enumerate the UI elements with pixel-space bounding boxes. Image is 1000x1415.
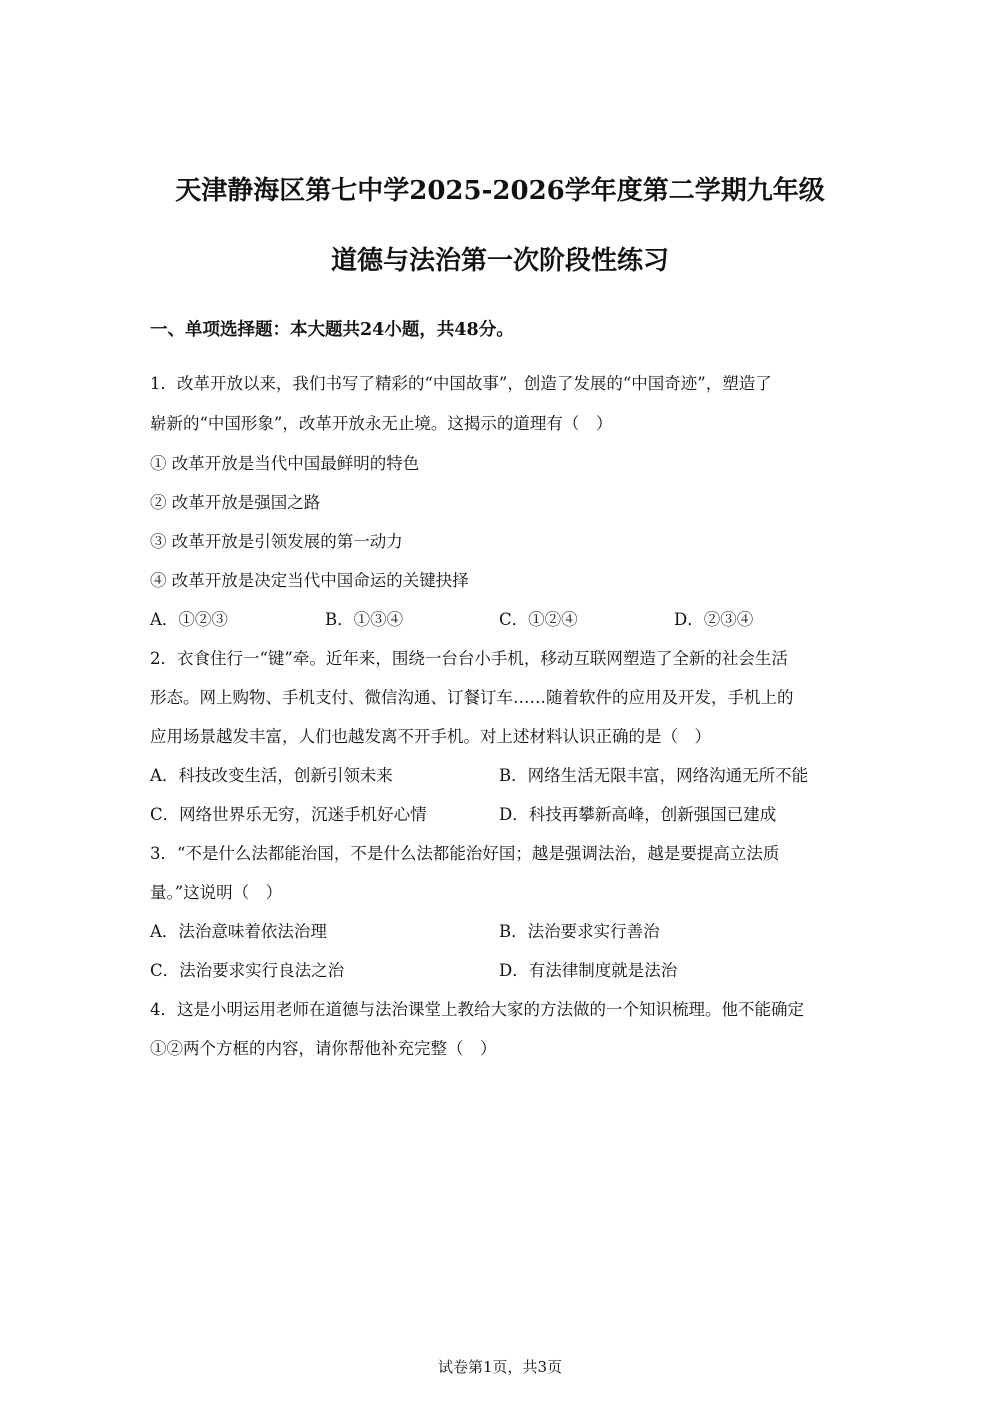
q1-option-b[interactable]: B．①③④	[325, 610, 404, 629]
q3-option-c[interactable]: C．法治要求实行良法之治	[150, 961, 345, 980]
q1-item-4: ④ 改革开放是决定当代中国命运的关键抉择	[150, 571, 469, 590]
q3-option-a[interactable]: A．法治意味着依法治理	[150, 922, 327, 941]
exam-title-line2: 道德与法治第一次阶段性练习	[330, 246, 669, 276]
q1-option-a[interactable]: A．①②③	[150, 610, 228, 629]
q1-option-c[interactable]: C．①②④	[499, 610, 578, 629]
q3-stem-line2: 量。”这说明（ ）	[150, 883, 283, 902]
section-heading: 一、单项选择题：本大题共24小题，共48分。	[150, 320, 514, 340]
q2-option-d[interactable]: D．科技再攀新高峰，创新强国已建成	[499, 805, 777, 824]
q4-stem-line2: ①②两个方框的内容，请你帮他补充完整（ ）	[150, 1039, 497, 1058]
q1-stem-line2: 崭新的“中国形象”，改革开放永无止境。这揭示的道理有（ ）	[150, 414, 613, 433]
q2-option-b[interactable]: B．网络生活无限丰富，网络沟通无所不能	[499, 766, 809, 785]
q3-option-b[interactable]: B．法治要求实行善治	[499, 922, 660, 941]
q2-stem-line3: 应用场景越发丰富，人们也越发离不开手机。对上述材料认识正确的是（ ）	[150, 727, 711, 746]
exam-title-line1: 天津静海区第七中学2025-2026学年度第二学期九年级	[175, 176, 825, 206]
q2-option-a[interactable]: A．科技改变生活，创新引领未来	[150, 766, 393, 785]
q2-option-c[interactable]: C．网络世界乐无穷，沉迷手机好心情	[150, 805, 427, 824]
page-footer: 试卷第1页，共3页	[437, 1358, 563, 1376]
q1-item-3: ③ 改革开放是引领发展的第一动力	[150, 532, 403, 551]
q2-stem-line2: 形态。网上购物、手机支付、微信沟通、订餐订车……随着软件的应用及开发，手机上的	[150, 688, 794, 707]
q3-option-d[interactable]: D．有法律制度就是法治	[499, 961, 678, 980]
q2-stem-line1: 2．衣食住行一“键”牵。近年来，围绕一台台小手机，移动互联网塑造了全新的社会生活	[150, 649, 788, 668]
q1-option-d[interactable]: D．②③④	[674, 610, 754, 629]
q4-stem-line1: 4．这是小明运用老师在道德与法治课堂上教给大家的方法做的一个知识梳理。他不能确定	[150, 1000, 804, 1019]
q1-item-2: ② 改革开放是强国之路	[150, 493, 321, 512]
q1-stem-line1: 1．改革开放以来，我们书写了精彩的“中国故事”，创造了发展的“中国奇迹”，塑造了	[150, 374, 772, 393]
q1-item-1: ① 改革开放是当代中国最鲜明的特色	[150, 454, 420, 473]
q3-stem-line1: 3．“不是什么法都能治国，不是什么法都能治好国；越是强调法治，越是要提高立法质	[150, 844, 780, 863]
